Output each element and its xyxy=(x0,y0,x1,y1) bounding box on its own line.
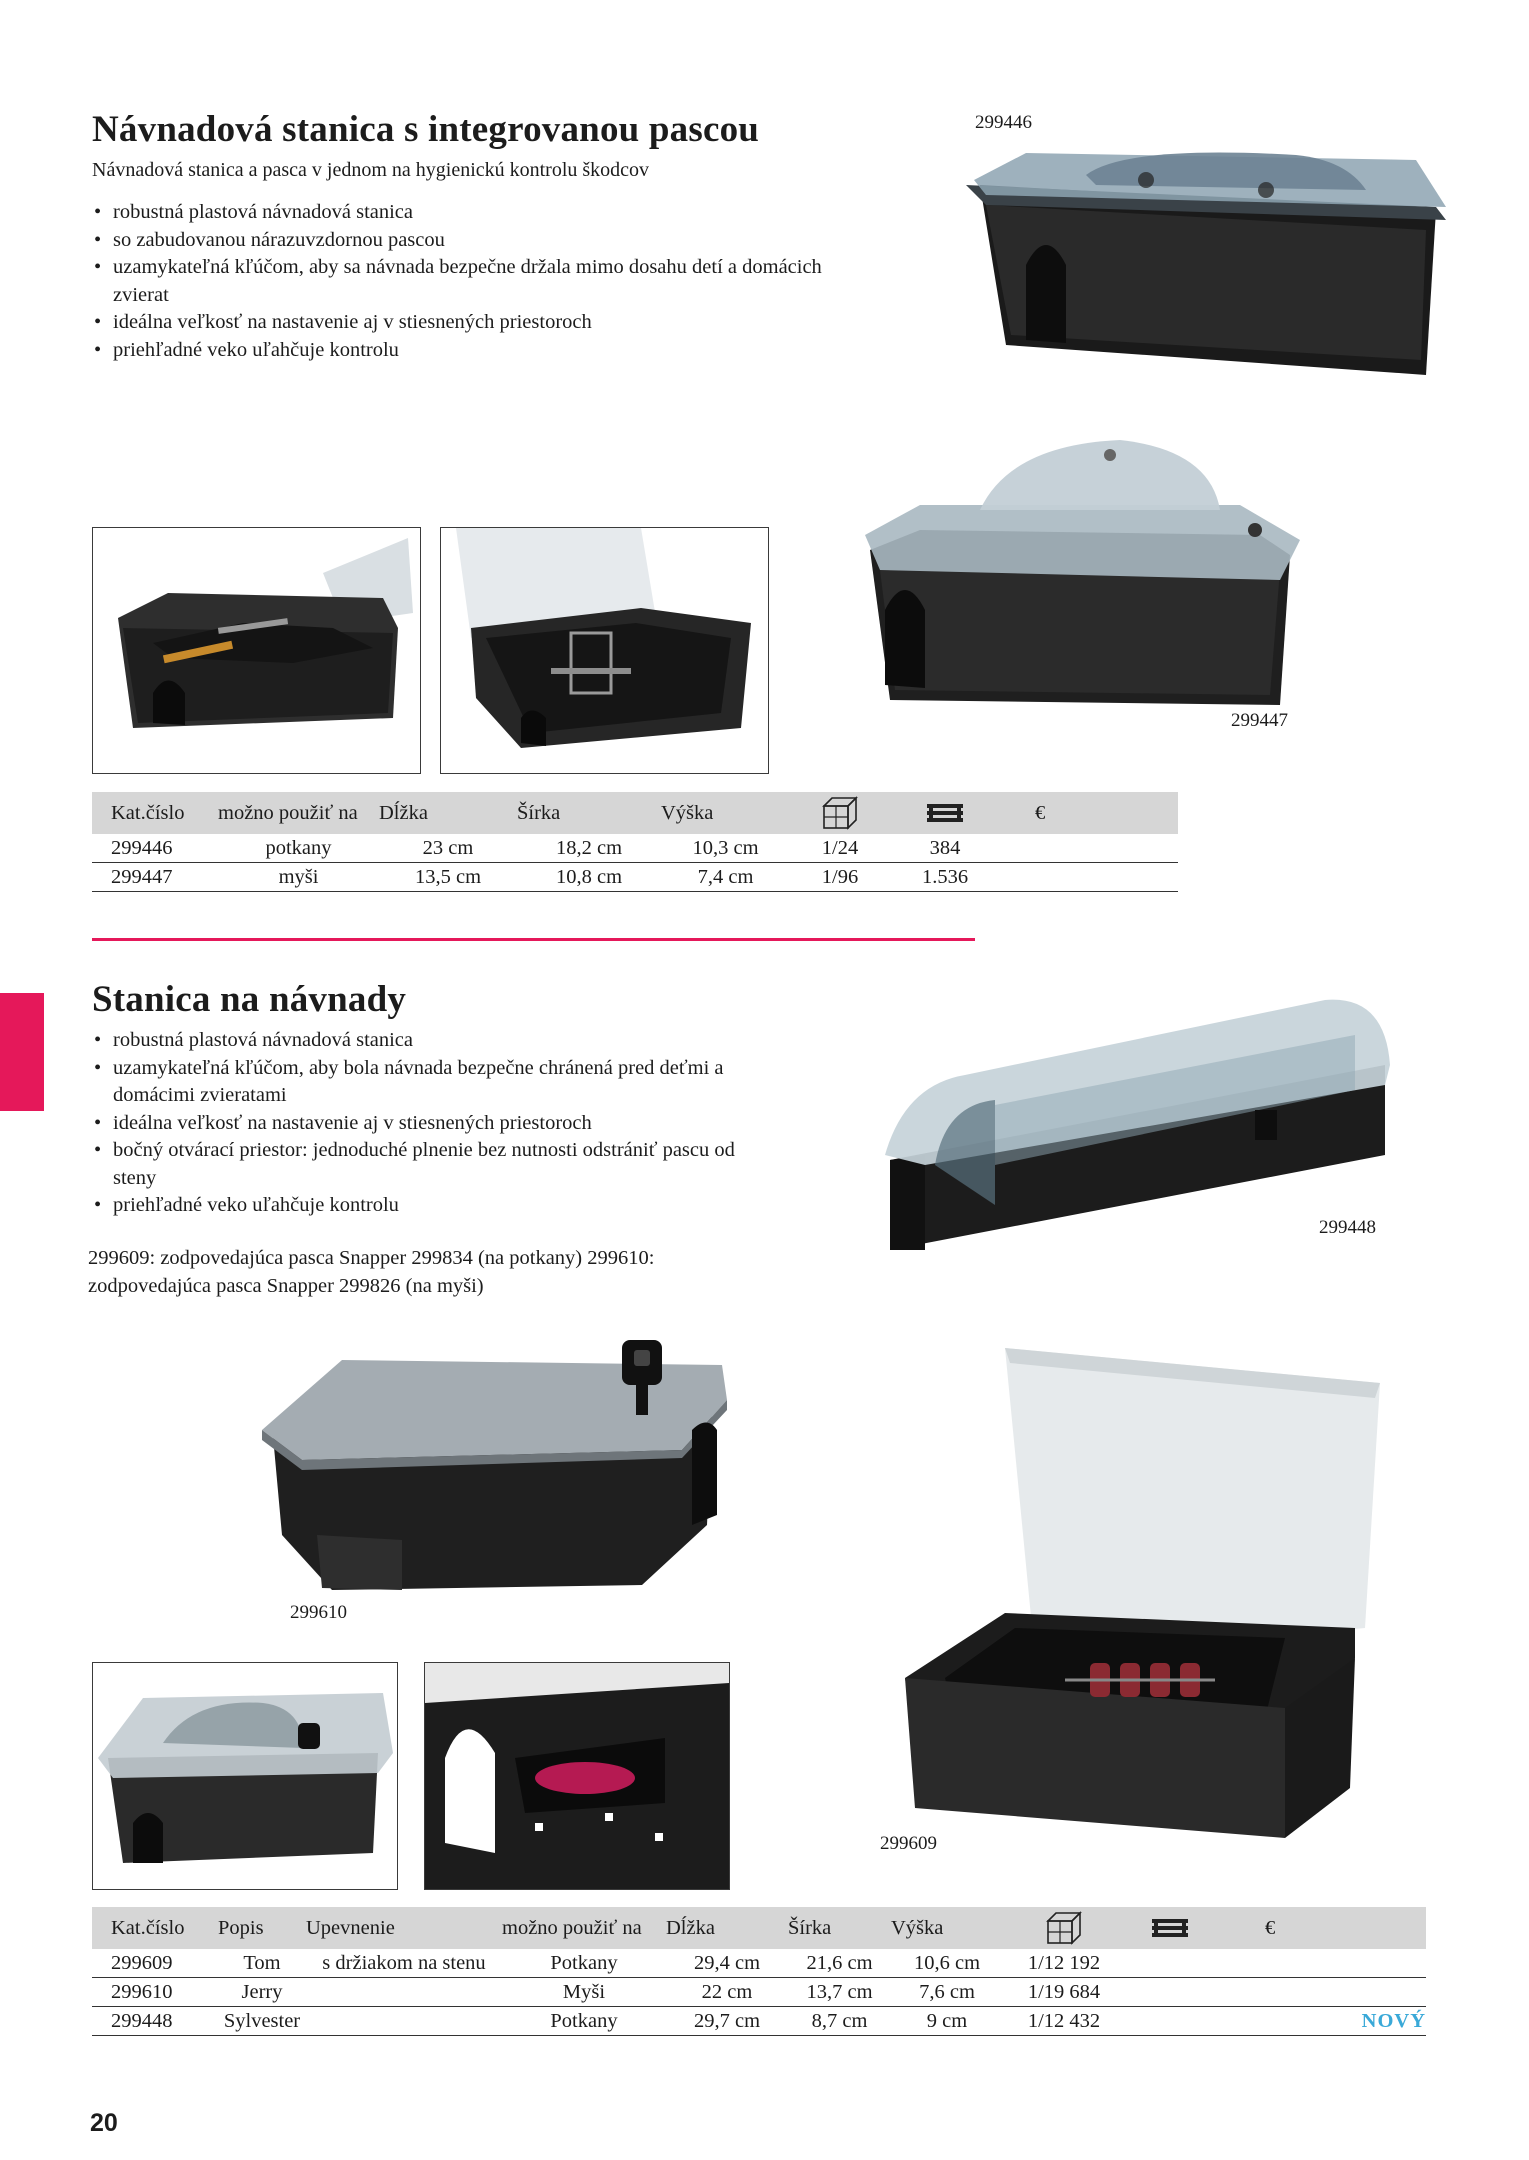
cell-cat-number: 299447 xyxy=(92,863,218,892)
col-header-mounting: Upevnenie xyxy=(306,1907,502,1949)
col-header-cat-number: Kat.číslo xyxy=(92,792,218,834)
cell-box: 1/24 xyxy=(790,834,890,863)
detail-photo-closed-station xyxy=(92,1662,398,1890)
cell-price xyxy=(1000,863,1178,892)
cell-box-pallet: 1/12 432 xyxy=(1003,2007,1125,2036)
col-header-price: € xyxy=(1215,1907,1426,1949)
cell-length: 29,4 cm xyxy=(666,1949,788,1978)
compatible-trap-note: 299609: zodpovedajúca pasca Snapper 299834 (na potkany) 299610: zodpovedajúca pasca Snapper 299826 (na myši) xyxy=(88,1247,655,1297)
cell-height: 9 cm xyxy=(891,2007,1003,2036)
cell-length: 23 cm xyxy=(379,834,517,863)
cell-pallet: 1.536 xyxy=(890,863,1000,892)
cell-box-pallet: 1/19 684 xyxy=(1003,1978,1125,2007)
cell-description: Jerry xyxy=(218,1978,306,2007)
cell-width: 8,7 cm xyxy=(788,2007,891,2036)
pallet-icon xyxy=(925,801,965,825)
bullet-item: • bočný otvárací priestor: jednoduché plnenie bez nutnosti odstrániť pascu od steny xyxy=(92,1137,778,1192)
cell-width: 18,2 cm xyxy=(517,834,661,863)
col-header-description: Popis xyxy=(218,1907,306,1949)
cell-width: 13,7 cm xyxy=(788,1978,891,2007)
product-image-299609 xyxy=(885,1338,1385,1853)
bullet-item: • priehľadné veko uľahčuje kontrolu xyxy=(92,1192,782,1220)
table-row xyxy=(92,834,1178,863)
col-header-box xyxy=(790,792,890,834)
col-header-width: Šírka xyxy=(517,792,661,834)
cell-badge xyxy=(1215,1949,1426,1978)
product-image-299610 xyxy=(262,1340,727,1605)
section1-title: Návnadová stanica s integrovanou pascou xyxy=(92,109,760,150)
product-image-299447 xyxy=(860,440,1300,720)
image-label-299446: 299446 xyxy=(975,112,1032,133)
bullet-item: • robustná plastová návnadová stanica xyxy=(92,1027,782,1055)
new-badge: NOVÝ xyxy=(1215,2007,1426,2036)
cell-width: 10,8 cm xyxy=(517,863,661,892)
col-header-height: Výška xyxy=(891,1907,1003,1949)
table-row xyxy=(92,863,1178,892)
table-row xyxy=(92,1978,1426,2007)
col-header-length: Dĺžka xyxy=(666,1907,788,1949)
image-label-299447: 299447 xyxy=(1231,710,1288,731)
cell-usage: Myši xyxy=(502,1978,666,2007)
section1-spec-table xyxy=(92,792,1178,892)
section2-title: Stanica na návnady xyxy=(92,979,407,1020)
cell-length: 29,7 cm xyxy=(666,2007,788,2036)
bullet-item: • ideálna veľkosť na nastavenie aj v stiesnených priestoroch xyxy=(92,309,852,337)
col-header-width: Šírka xyxy=(788,1907,891,1949)
cell-price xyxy=(1000,834,1178,863)
chapter-tab-marker xyxy=(0,993,44,1111)
cell-mounting: s držiakom na stenu xyxy=(306,1949,502,1978)
cell-height: 10,6 cm xyxy=(891,1949,1003,1978)
bullet-item: • uzamykateľná kľúčom, aby sa návnada bezpečne držala mimo dosahu detí a domácich zvierat xyxy=(92,254,853,309)
table-header-row xyxy=(92,792,1178,834)
pallet-icon xyxy=(1150,1916,1190,1940)
cell-description: Sylvester xyxy=(218,2007,306,2036)
cell-usage: potkany xyxy=(218,834,379,863)
image-label-299610: 299610 xyxy=(290,1602,347,1623)
col-header-pallet xyxy=(890,792,1000,834)
cell-cat-number: 299446 xyxy=(92,834,218,863)
col-header-height: Výška xyxy=(661,792,790,834)
col-header-usage: možno použiť na xyxy=(502,1907,666,1949)
cell-badge xyxy=(1215,1978,1426,2007)
detail-photo-open-lid xyxy=(440,527,769,774)
cell-mounting xyxy=(306,1978,502,2007)
cell-pallet xyxy=(1125,1949,1215,1978)
col-header-usage: možno použiť na xyxy=(218,792,379,834)
image-label-299609: 299609 xyxy=(880,1833,937,1854)
section2-bullet-list xyxy=(92,1027,782,1220)
section1-subtitle: Návnadová stanica a pasca v jednom na hygienickú kontrolu škodcov xyxy=(92,159,650,181)
section2-spec-table xyxy=(92,1907,1426,2036)
cell-mounting xyxy=(306,2007,502,2036)
col-header-price: € xyxy=(1000,792,1178,834)
cell-pallet: 384 xyxy=(890,834,1000,863)
product-image-299446 xyxy=(966,145,1456,390)
cell-pallet xyxy=(1125,2007,1215,2036)
cell-usage: myši xyxy=(218,863,379,892)
cell-height: 7,4 cm xyxy=(661,863,790,892)
cell-description: Tom xyxy=(218,1949,306,1978)
section-divider xyxy=(92,938,975,941)
table-header-row xyxy=(92,1907,1426,1949)
col-header-length: Dĺžka xyxy=(379,792,517,834)
col-header-cat-number: Kat.číslo xyxy=(92,1907,218,1949)
section1-bullet-list xyxy=(92,199,852,364)
table-row xyxy=(92,1949,1426,1978)
box-icon xyxy=(822,796,858,830)
cell-cat-number: 299448 xyxy=(92,2007,218,2036)
box-icon xyxy=(1046,1911,1082,1945)
cell-pallet xyxy=(1125,1978,1215,2007)
col-header-pallet xyxy=(1125,1907,1215,1949)
detail-photo-open-trap xyxy=(92,527,421,774)
bullet-item: • ideálna veľkosť na nastavenie aj v stiesnených priestoroch xyxy=(92,1110,782,1138)
cell-usage: Potkany xyxy=(502,1949,666,1978)
cell-height: 10,3 cm xyxy=(661,834,790,863)
col-header-box xyxy=(1003,1907,1125,1949)
bullet-item: • so zabudovanou nárazuvzdornou pascou xyxy=(92,227,852,255)
cell-length: 22 cm xyxy=(666,1978,788,2007)
cell-box-pallet: 1/12 192 xyxy=(1003,1949,1125,1978)
cell-cat-number: 299609 xyxy=(92,1949,218,1978)
cell-height: 7,6 cm xyxy=(891,1978,1003,2007)
bullet-item: • robustná plastová návnadová stanica xyxy=(92,199,852,227)
bullet-item: • priehľadné veko uľahčuje kontrolu xyxy=(92,337,852,365)
image-label-299448: 299448 xyxy=(1319,1217,1376,1238)
cell-usage: Potkany xyxy=(502,2007,666,2036)
cell-width: 21,6 cm xyxy=(788,1949,891,1978)
cell-length: 13,5 cm xyxy=(379,863,517,892)
detail-photo-bait-tray xyxy=(424,1662,730,1890)
bullet-item: • uzamykateľná kľúčom, aby bola návnada bezpečne chránená pred deťmi a domácimi zvieratami xyxy=(92,1055,753,1110)
table-row xyxy=(92,2007,1426,2036)
cell-cat-number: 299610 xyxy=(92,1978,218,2007)
cell-box: 1/96 xyxy=(790,863,890,892)
page-number: 20 xyxy=(90,2109,118,2137)
